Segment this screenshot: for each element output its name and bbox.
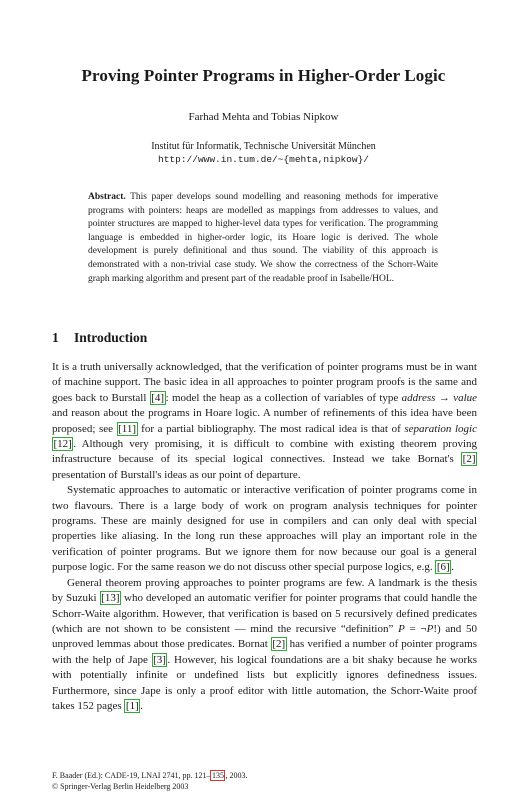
- affiliation: [0, 140, 527, 166]
- citation-link[interactable]: [2]: [462, 453, 476, 466]
- institute: Institut für Informatik, Technische Universität München: [151, 141, 376, 152]
- citation-link[interactable]: [4]: [151, 391, 165, 404]
- citation-link[interactable]: [11]: [118, 422, 137, 435]
- author-url[interactable]: http://www.in.tum.de/~{mehta,nipkow}/: [158, 154, 369, 165]
- page-footer: [52, 770, 247, 792]
- page-range-link[interactable]: 135: [211, 771, 224, 780]
- citation-link[interactable]: [13]: [101, 592, 120, 605]
- abstract: [88, 191, 438, 286]
- citation-link[interactable]: [1]: [125, 699, 139, 712]
- authors: Farhad Mehta and Tobias Nipkow: [188, 111, 339, 123]
- paragraph-2: Systematic approaches to automatic or interactive verification of pointer programs come in two flavours. There is a large body of work on program analysis techniques for pointer programs. These are mainly designed for use in compilers and can only deal with special properties like aliasing. In the long run these approaches will play an important role in the verification of pointer programs. But we ignore them for now because our goal is a general purpose logic. For the same reason we do not discuss other special purpose logics, e.g. [6] .: [52, 484, 477, 574]
- abstract-label: Abstract.: [88, 192, 126, 202]
- citation-link[interactable]: [6]: [436, 561, 450, 574]
- paper-title: Proving Pointer Programs in Higher-Order Logic: [81, 66, 446, 85]
- section-title: Introduction: [74, 330, 148, 345]
- citation-link[interactable]: [2]: [272, 638, 286, 651]
- citation-link[interactable]: [12]: [53, 438, 72, 451]
- paragraph-1: It is a truth universally acknowledged, that the verification of pointer programs must be in want of machine support. The basic idea in all approaches to pointer program proofs is the same and goes back to Burstall [4] : model the heap as a collection of variables of type address → value and reason about the programs in Hoare logic. A number of refinements of this idea have been proposed; see [11] for a partial bibliography. The most radical idea is that of separation logic [12] . Although very promising, it is difficult to combine with existing theorem proving infrastructure because of its special logical connectives. Instead we take Bornat's [2] presentation of Burstall's ideas as our point of departure.: [52, 361, 478, 481]
- section-heading: [52, 330, 147, 346]
- citation-link[interactable]: [3]: [153, 653, 166, 666]
- section-number: 1: [52, 330, 59, 345]
- paragraph-3: General theorem proving approaches to pointer programs are few. A landmark is the thesis by Suzuki [13] who developed an automatic verifier for pointer programs that could handle the Schorr-Waite algorithm. However, that verification is based on 5 recursively defined predicates (which are not shown to be consistent — mind the recursive “definition” P = ¬P!) and 50 unproved lemmas about those predicates. Bornat [2] has verified a number of pointer programs with the help of Jape [3] . However, his logical foundations are a bit shaky because he works with potentially infinite or undefined lists but explicitly ignores definedness issues. Furthermore, since Jape is only a proof editor with little automation, the Schorr-Waite proof takes 152 pages [1] .: [52, 576, 477, 712]
- publication-info: F. Baader (Ed.): CADE-19, LNAI 2741, pp. 121– 135 , 2003.: [52, 771, 248, 780]
- copyright: © Springer-Verlag Berlin Heidelberg 2003: [52, 782, 189, 791]
- abstract-text: This paper develops sound modelling and reasoning methods for imperative programs with pointers: heaps are modelled as mappings from addresses to values, and pointer structures are mapped to higher-level data types for verification. The programming language is embedded in higher-order logic, its Hoare logic is derived. The whole development is purely definitional and thus sound. The viability of this approach is demonstrated with a non-trivial case study. We show the correctness of the Schorr-Waite graph marking algorithm and present part of the readable proof in Isabelle/HOL.: [88, 192, 438, 284]
- body-text: [52, 360, 477, 714]
